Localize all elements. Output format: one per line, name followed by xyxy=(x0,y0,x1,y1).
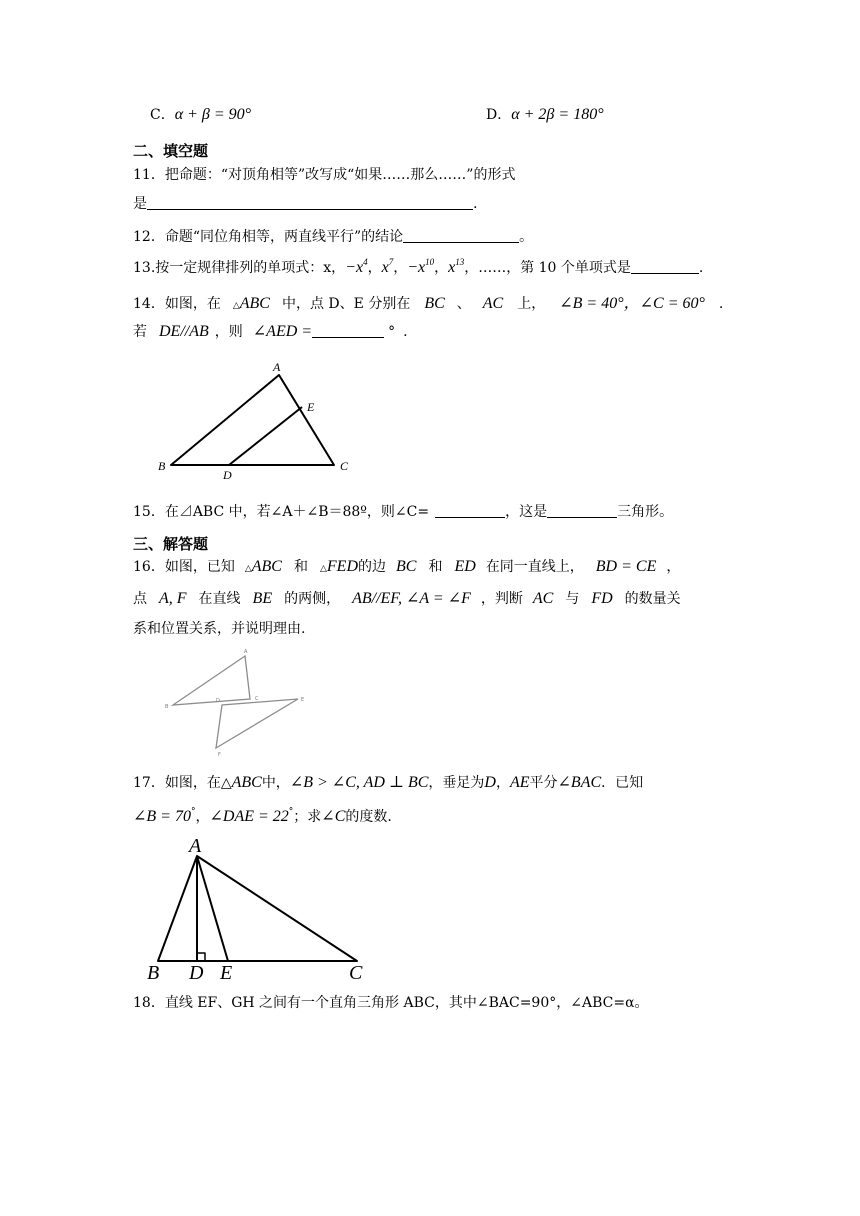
q17-p3: ，垂足为 xyxy=(428,775,485,791)
fig14-label-a: A xyxy=(273,360,281,374)
question-15 xyxy=(133,501,673,521)
fig16-label-e: E xyxy=(301,697,305,703)
fig14-label-d: D xyxy=(223,468,232,482)
q17-deg2: ° xyxy=(288,807,294,817)
fig16-label-f: F xyxy=(218,752,221,758)
triangle-symbol-1: △ xyxy=(244,564,252,574)
q17-p4: ， xyxy=(495,775,510,791)
q16-comma: ， xyxy=(666,559,681,575)
q16-p2: 的边 xyxy=(358,559,386,575)
q13-prefix: 13.按一定规律排列的单项式：x， xyxy=(133,260,346,276)
answer-blank-15b[interactable] xyxy=(547,503,617,518)
question-12 xyxy=(133,226,533,246)
fig17-label-a: A xyxy=(189,835,202,857)
q17-l2f: 的度数. xyxy=(345,809,392,825)
q16-l2e: 与 xyxy=(565,591,580,607)
q14-triangle-abc: ABC xyxy=(239,295,270,312)
option-d-expr: α + 2β = 180° xyxy=(511,106,604,123)
q13-term3-base: −x xyxy=(407,259,426,276)
question-14-line2 xyxy=(133,321,408,341)
answer-blank-12[interactable] xyxy=(403,228,519,243)
q13-term1-exp: 4 xyxy=(363,257,368,267)
q13-term3 xyxy=(407,259,434,276)
q17-angle-dae: ∠DAE = 22 xyxy=(209,808,289,825)
q15-mid: ，这是 xyxy=(505,504,548,520)
q13-tail: ，……，第 10 个单项式是 xyxy=(464,260,631,276)
q16-p3: 在同一直线上， xyxy=(485,559,584,575)
option-d-label: D． xyxy=(486,107,512,123)
q17-angle-c: ∠C xyxy=(321,808,346,825)
q16-cond: AB//EF, ∠A = ∠F xyxy=(352,590,471,607)
q16-ed: ED xyxy=(454,558,476,575)
fig16-label-c: C xyxy=(255,696,259,702)
q16-eq: BD = CE xyxy=(595,558,657,575)
option-c-label: C． xyxy=(150,107,175,123)
fig16-triangle-abc xyxy=(173,656,250,705)
q14-ac: AC xyxy=(482,295,504,312)
question-16-line2 xyxy=(133,588,681,608)
q16-fd: FD xyxy=(591,590,613,607)
q14-sep: 、 xyxy=(456,296,471,312)
q16-l2f: 的数量关 xyxy=(624,591,681,607)
q16-af: A, F xyxy=(159,590,187,607)
q16-ac: AC xyxy=(532,590,554,607)
question-14-line1 xyxy=(133,290,723,313)
option-c-expr: α + β = 90° xyxy=(174,106,252,123)
section-fill-blank-title: 二、填空题 xyxy=(133,142,209,160)
q13-term2-base: x xyxy=(381,259,389,276)
q14-bc: BC xyxy=(424,295,445,312)
q12-suffix: 。 xyxy=(519,229,534,245)
q16-and1: 和 xyxy=(293,559,308,575)
q17-ae: AE xyxy=(509,774,530,791)
fig14-label-b: B xyxy=(158,459,166,473)
q14-if: 若 xyxy=(133,324,147,340)
q16-tri1: ABC xyxy=(251,558,282,575)
q17-angle-b: ∠B = 70 xyxy=(133,808,191,825)
question-18: 18．直线 EF、GH 之间有一个直角三角形 ABC，其中∠BAC=90°，∠ABC=α。 xyxy=(133,995,649,1011)
section-answer-title: 三、解答题 xyxy=(133,535,209,553)
q16-and2: 和 xyxy=(428,559,443,575)
question-11: 11．把命题：“对顶角相等”改写成“如果……那么……”的形式 xyxy=(133,167,516,183)
question-11-answer-line xyxy=(133,193,477,213)
question-16-line3: 系和位置关系，并说明理由. xyxy=(133,621,306,637)
q16-bc: BC xyxy=(396,558,417,575)
fig14-label-e: E xyxy=(307,400,315,414)
q16-be: BE xyxy=(252,590,273,607)
fig17-label-c: C xyxy=(349,962,363,984)
q17-l2b: ， xyxy=(195,809,210,825)
q13-term4 xyxy=(448,259,464,276)
q14-target-angle: ∠AED = xyxy=(252,323,313,340)
q14-angles: ∠B = 40°，∠C = 60° xyxy=(559,295,705,312)
q13-term3-exp: 10 xyxy=(425,257,435,267)
answer-blank-14[interactable] xyxy=(312,323,384,338)
q17-abc: ABC xyxy=(231,774,262,791)
q16-l2c: 的两侧， xyxy=(284,591,341,607)
answer-blank-15a[interactable] xyxy=(435,503,505,518)
question-16-line1 xyxy=(133,556,680,576)
q11-suffix: . xyxy=(473,196,478,212)
q13-term1 xyxy=(345,259,367,276)
q14-on: 上， xyxy=(517,296,546,312)
q16-tri2: FED xyxy=(326,558,358,575)
q11-prefix: 是 xyxy=(133,196,147,212)
option-c xyxy=(150,104,251,124)
q14-mid: 中，点 D、E 分别在 xyxy=(281,296,411,312)
fig17-bisector-ae xyxy=(197,856,228,961)
q17-l2d: ；求 xyxy=(293,809,322,825)
fig14-label-c: C xyxy=(340,459,349,473)
q16-p1: 16．如图，已知 xyxy=(133,559,235,575)
fig16-label-d: D xyxy=(216,698,220,704)
q13-term2 xyxy=(382,259,394,276)
fig17-triangle-abc xyxy=(158,856,357,961)
triangle-symbol-2: △ xyxy=(319,564,327,574)
q15-text: 15．在⊿ABC 中，若∠A＋∠B＝88º，则∠C= xyxy=(133,504,430,520)
fig17-label-b: B xyxy=(147,962,160,984)
q17-p1: 17．如图，在△ xyxy=(133,775,232,791)
triangle-symbol: △ xyxy=(232,301,240,311)
fig17-right-angle-mark xyxy=(197,953,205,961)
q15-end: 三角形。 xyxy=(617,504,674,520)
q13-term4-base: x xyxy=(448,259,456,276)
fig17-label-d: D xyxy=(189,962,204,984)
q16-l2a: 点 xyxy=(133,591,147,607)
q17-deg1: ° xyxy=(190,807,196,817)
answer-blank-11[interactable] xyxy=(147,195,473,210)
q13-term4-exp: 13 xyxy=(455,257,465,267)
question-17-line1 xyxy=(133,772,643,792)
q17-p2: 中， xyxy=(261,775,290,791)
question-13: 13.按一定规律排列的单项式：x，$-x^4$，$x^7$，$-x^{10}$，$x^{13}$，……，第 10 个单项式是 . xyxy=(133,257,704,276)
q12-text: 12．命题“同位角相等，两直线平行”的结论 xyxy=(133,229,404,245)
q17-d: D xyxy=(484,774,496,791)
q17-p6: ．已知 xyxy=(601,775,644,791)
option-d xyxy=(486,104,604,124)
q14-condition: DE//AB xyxy=(159,323,209,340)
fig16-triangle-fed xyxy=(216,699,298,748)
q16-l2b: 在直线 xyxy=(198,591,241,607)
q14-period: . xyxy=(718,296,724,312)
q14-degree: ° xyxy=(388,324,396,340)
q13-term2-exp: 7 xyxy=(388,257,394,267)
q14-prefix: 14．如图，在 xyxy=(133,296,221,312)
q17-p5: 平分 xyxy=(529,775,558,791)
fig14-segment-de xyxy=(229,407,302,465)
fig17-label-e: E xyxy=(220,962,233,984)
q17-cond: ∠B > ∠C, AD ⊥ BC xyxy=(289,774,429,791)
question-17-line2 xyxy=(133,806,392,826)
q14-then: ，则 xyxy=(214,324,243,340)
fig16-label-b: B xyxy=(165,704,169,710)
q13-suffix: . xyxy=(698,260,704,276)
q14-end: . xyxy=(403,324,408,340)
answer-blank-13[interactable] xyxy=(631,259,699,274)
fig16-label-a: A xyxy=(244,649,248,655)
q16-l2d: ，判断 xyxy=(480,591,523,607)
fig14-triangle-abc xyxy=(171,375,334,465)
q17-bac: ∠BAC xyxy=(557,774,602,791)
q13-term1-base: −x xyxy=(345,259,364,276)
